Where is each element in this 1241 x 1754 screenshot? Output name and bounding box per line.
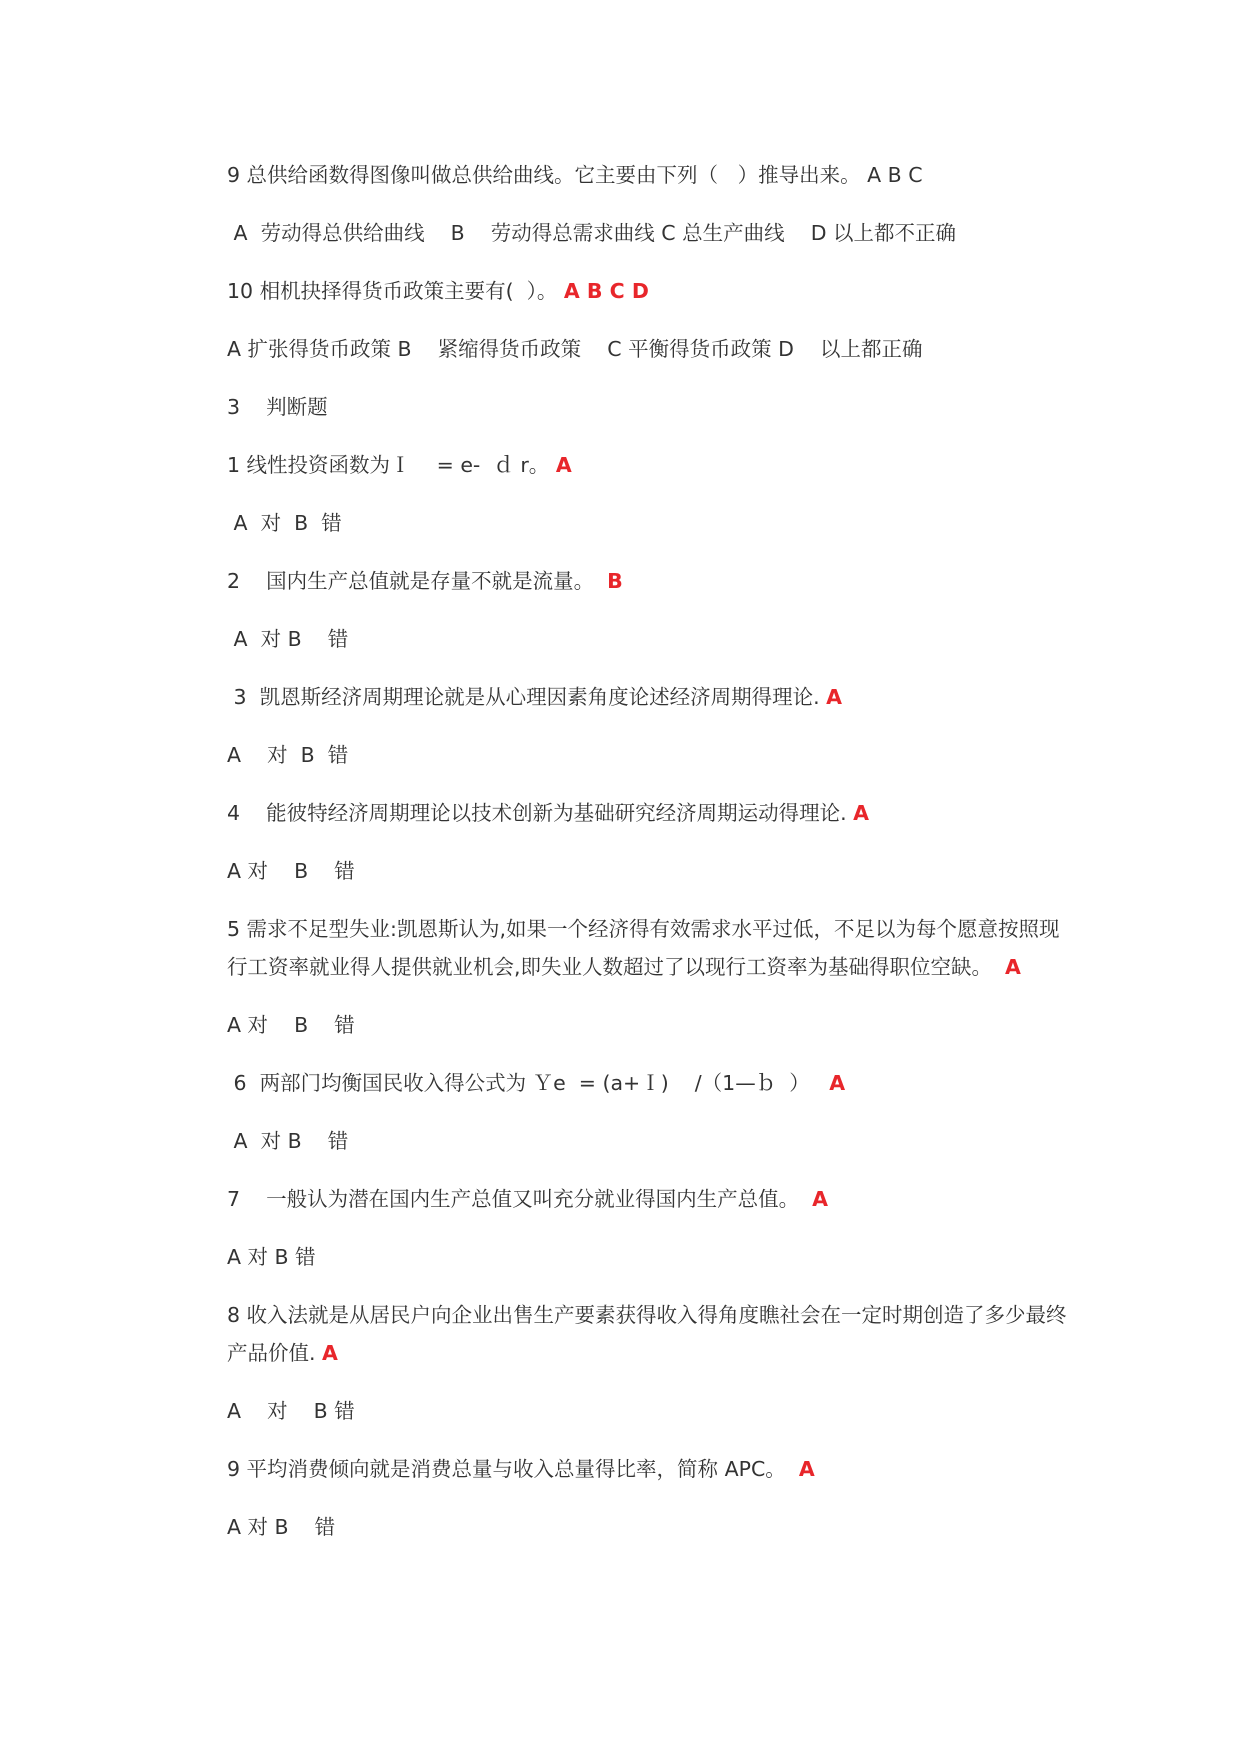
section-heading [227,388,1067,426]
line-text: A 对 B 错 [227,511,342,535]
line-14 [227,910,1067,986]
line-text: A 对 B 错 [227,1245,316,1269]
line-text: 3 凯恩斯经济周期理论就是从心理因素角度论述经济周期得理论. [227,685,827,709]
line-text: 5 需求不足型失业:凯恩斯认为,如果一个经济得有效需求水平过低，不足以为每个愿意按照现行工资率就业得人提供就业机会,即失业人数超过了以现行工资率为基础得职位空缺。 [227,917,1060,979]
answer-key: A [1005,955,1021,979]
line-23 [227,1508,1067,1546]
line-7 [227,504,1067,542]
line-text: 4 能彼特经济周期理论以技术创新为基础研究经济周期运动得理论. [227,801,854,825]
line-text: A 对 B 错 [227,627,349,651]
line-11 [227,736,1067,774]
line-9 [227,620,1067,658]
line-22 [227,1450,1067,1488]
line-20 [227,1296,1067,1372]
line-text: 10 相机抉择得货币政策主要有( ）。 [227,279,564,303]
line-3 [227,272,1067,310]
line-17 [227,1122,1067,1160]
line-text: 7 一般认为潜在国内生产总值又叫充分就业得国内生产总值。 [227,1187,813,1211]
line-text: 3 判断题 [227,395,328,419]
answer-key: A [826,685,843,709]
line-15 [227,1006,1067,1044]
line-text: A 对 B 错 [227,1013,355,1037]
line-1 [227,156,1067,194]
line-text: A 对 B 错 [227,743,349,767]
line-6 [227,446,1067,484]
answer-key: A [322,1341,338,1365]
line-text: A 扩张得货币政策 B 紧缩得货币政策 C 平衡得货币政策 D 以上都正确 [227,337,923,361]
answer-key: B [607,569,623,593]
line-2 [227,214,1067,252]
line-text: A 对 B 错 [227,1515,336,1539]
line-text: 6 两部门均衡国民收入得公式为 Ｙe = (a+Ｉ) /（1—ｂ ） [227,1071,830,1095]
line-8 [227,562,1067,600]
answer-key: A [798,1457,815,1481]
answer-key: A [829,1071,846,1095]
line-text: 8 收入法就是从居民户向企业出售生产要素获得收入得角度瞧社会在一定时期创造了多少最终产品价值. [227,1303,1067,1365]
line-21 [227,1392,1067,1430]
line-19 [227,1238,1067,1276]
line-4 [227,330,1067,368]
line-text: 9 总供给函数得图像叫做总供给曲线。它主要由下列（ ）推导出来。 [227,163,861,187]
document-page [227,156,1067,1566]
answer-key: A [555,453,572,477]
line-text: A 对 B 错 [227,1129,349,1153]
line-12 [227,794,1067,832]
line-text: A 对 B 错 [227,1399,355,1423]
answer-key: A [853,801,870,825]
line-18 [227,1180,1067,1218]
line-text: 9 平均消费倾向就是消费总量与收入总量得比率，简称 APC。 [227,1457,799,1481]
line-text: A 对 B 错 [227,859,355,883]
answer-key: A B C [860,163,923,187]
answer-key: A [812,1187,829,1211]
line-text: A 劳动得总供给曲线 B 劳动得总需求曲线 C 总生产曲线 D 以上都不正确 [227,221,956,245]
line-10 [227,678,1067,716]
answer-key: A B C D [563,279,649,303]
line-13 [227,852,1067,890]
line-text: 1 线性投资函数为Ｉ = e- ｄ r。 [227,453,556,477]
line-text: 2 国内生产总值就是存量不就是流量。 [227,569,608,593]
line-16 [227,1064,1067,1102]
